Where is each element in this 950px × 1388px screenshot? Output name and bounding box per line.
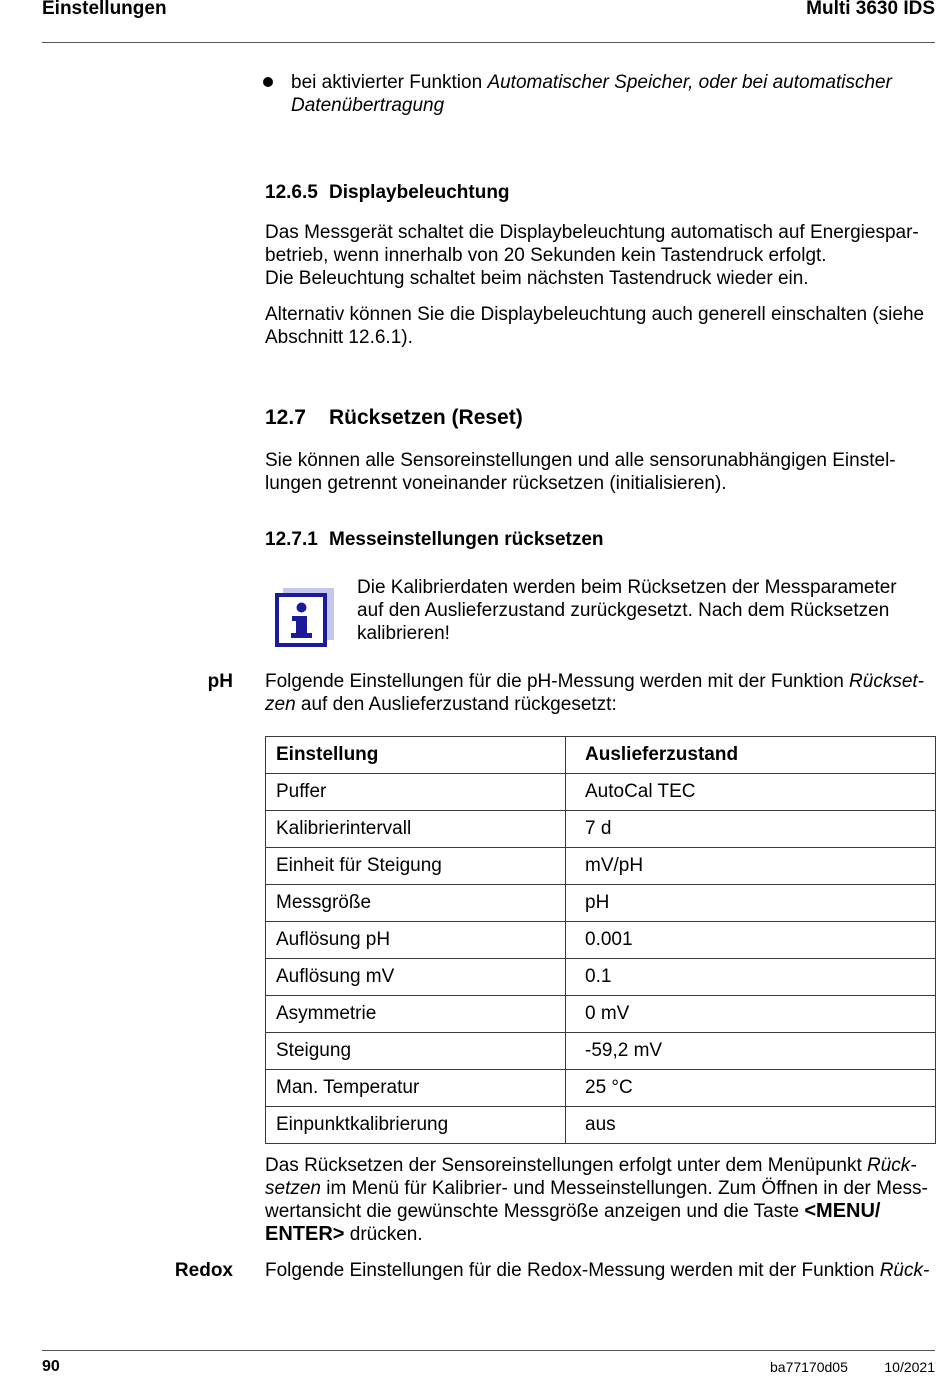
paragraph-line	[265, 1177, 928, 1200]
table-row	[266, 811, 936, 848]
hint-text: wertansicht die gewünschte Messgröße anzeigen und die Taste	[265, 1200, 800, 1222]
function-name: Rückset-	[849, 670, 925, 692]
table-row	[266, 774, 936, 811]
default-value-cell: 25 °C	[566, 1070, 936, 1107]
setting-cell: Puffer	[266, 774, 566, 811]
default-value-cell: 0.001	[566, 922, 936, 959]
intro-text: Folgende Einstellungen für die pH-Messung werden mit der Funktion	[265, 670, 844, 692]
default-value-cell: mV/pH	[566, 848, 936, 885]
setting-cell: Auflösung mV	[266, 959, 566, 996]
default-value-cell: -59,2 mV	[566, 1033, 936, 1070]
menu-item-name: Rück-	[867, 1154, 917, 1176]
intro-text: Folgende Einstellungen für die Redox-Messung werden mit der Funktion	[265, 1259, 875, 1281]
margin-label-redox: Redox	[174, 1259, 233, 1281]
bullet-item	[291, 71, 892, 117]
section-number: 12.7.1	[265, 528, 318, 550]
hint-text: drücken.	[349, 1223, 423, 1245]
table-header-row	[266, 737, 936, 774]
setting-cell: Man. Temperatur	[266, 1070, 566, 1107]
section-title: Messeinstellungen rücksetzen	[329, 528, 604, 550]
paragraph-line: Alternativ können Sie die Displaybeleuchtung auch generell einschalten (siehe	[265, 303, 925, 325]
note-line: kalibrieren!	[357, 622, 450, 644]
default-value-cell: 0 mV	[566, 996, 936, 1033]
table-row	[266, 922, 936, 959]
table-row	[266, 1070, 936, 1107]
bullet-text: bei aktivierter Funktion	[291, 71, 483, 93]
info-icon	[274, 586, 334, 648]
paragraph-line: Die Beleuchtung schaltet beim nächsten Tastendruck wieder ein.	[265, 267, 809, 289]
footer-divider	[42, 1350, 935, 1351]
paragraph-line: Abschnitt 12.6.1).	[265, 326, 413, 348]
table-row	[266, 848, 936, 885]
document-id: ba77170d05	[770, 1359, 848, 1375]
paragraph-line	[265, 1259, 929, 1282]
function-name: Rück-	[879, 1259, 930, 1281]
paragraph-line	[265, 1200, 928, 1223]
column-header-setting: Einstellung	[266, 737, 566, 774]
column-header-default: Auslieferzustand	[566, 737, 936, 774]
margin-label-ph: pH	[207, 670, 233, 692]
bullet-function-name: Automatischer Speicher, oder bei automatischer	[487, 71, 892, 93]
intro-text: auf den Auslieferzustand rückgesetzt:	[300, 693, 617, 715]
header-divider	[42, 42, 935, 43]
paragraph-line: betrieb, wenn innerhalb von 20 Sekunden kein Tastendruck erfolgt.	[265, 244, 827, 266]
function-name: zen	[265, 693, 296, 715]
paragraph-line	[265, 670, 924, 693]
paragraph-line	[265, 1223, 928, 1246]
paragraph-redox-intro	[265, 1259, 929, 1282]
section-heading-12-6-5	[265, 181, 510, 204]
setting-cell: Auflösung pH	[266, 922, 566, 959]
document-date: 10/2021	[884, 1359, 935, 1375]
paragraph-line	[265, 693, 924, 716]
hint-text: im Menü für Kalibrier- und Messeinstellungen. Zum Öffnen in der Mess-	[326, 1177, 928, 1199]
setting-cell: Kalibrierintervall	[266, 811, 566, 848]
table-row	[266, 1033, 936, 1070]
info-note	[357, 576, 897, 645]
setting-cell: Einpunktkalibrierung	[266, 1107, 566, 1144]
bullet-line-1	[291, 71, 892, 94]
paragraph-line: lungen getrennt voneinander rücksetzen (initialisieren).	[265, 472, 727, 494]
table-row	[266, 885, 936, 922]
menu-item-name: setzen	[265, 1177, 321, 1199]
note-line: auf den Auslieferzustand zurückgesetzt. Nach dem Rücksetzen	[357, 599, 890, 621]
default-value-cell: 7 d	[566, 811, 936, 848]
setting-cell: Einheit für Steigung	[266, 848, 566, 885]
bullet-dot-icon	[263, 77, 273, 87]
paragraph-ph-intro	[265, 670, 924, 716]
default-value-cell: aus	[566, 1107, 936, 1144]
ph-settings-table	[265, 736, 936, 1144]
key-name: <MENU/	[804, 1199, 881, 1222]
section-title: Displaybeleuchtung	[329, 181, 510, 203]
note-line: Die Kalibrierdaten werden beim Rücksetzen der Messparameter	[357, 576, 897, 598]
section-number: 12.7	[265, 406, 306, 429]
default-value-cell: AutoCal TEC	[566, 774, 936, 811]
paragraph-line: Sie können alle Sensoreinstellungen und alle sensorunabhängigen Einstel-	[265, 449, 896, 471]
hint-text: Das Rücksetzen der Sensoreinstellungen erfolgt unter dem Menüpunkt	[265, 1154, 862, 1176]
page-number: 90	[42, 1358, 60, 1375]
key-name: ENTER>	[265, 1222, 345, 1245]
paragraph-line	[265, 1154, 928, 1177]
running-header-section: Einstellungen	[42, 0, 167, 19]
section-heading-12-7-1	[265, 528, 604, 551]
setting-cell: Steigung	[266, 1033, 566, 1070]
default-value-cell: 0.1	[566, 959, 936, 996]
table-row	[266, 959, 936, 996]
running-header-product: Multi 3630 IDS	[806, 0, 935, 19]
section-title: Rücksetzen (Reset)	[329, 406, 523, 429]
default-value-cell: pH	[566, 885, 936, 922]
table-row	[266, 1107, 936, 1144]
setting-cell: Messgröße	[266, 885, 566, 922]
section-number: 12.6.5	[265, 181, 318, 203]
paragraph-line: Das Messgerät schaltet die Displaybeleuchtung automatisch auf Energiespar-	[265, 221, 919, 243]
table-row	[266, 996, 936, 1033]
paragraph-reset-hint	[265, 1154, 928, 1246]
bullet-line-2: Datenübertragung	[291, 94, 445, 116]
paragraph-backlight-alternative	[265, 303, 924, 349]
paragraph-reset-intro	[265, 449, 896, 495]
setting-cell: Asymmetrie	[266, 996, 566, 1033]
section-heading-12-7	[265, 406, 523, 430]
paragraph-display-backlight	[265, 221, 919, 290]
